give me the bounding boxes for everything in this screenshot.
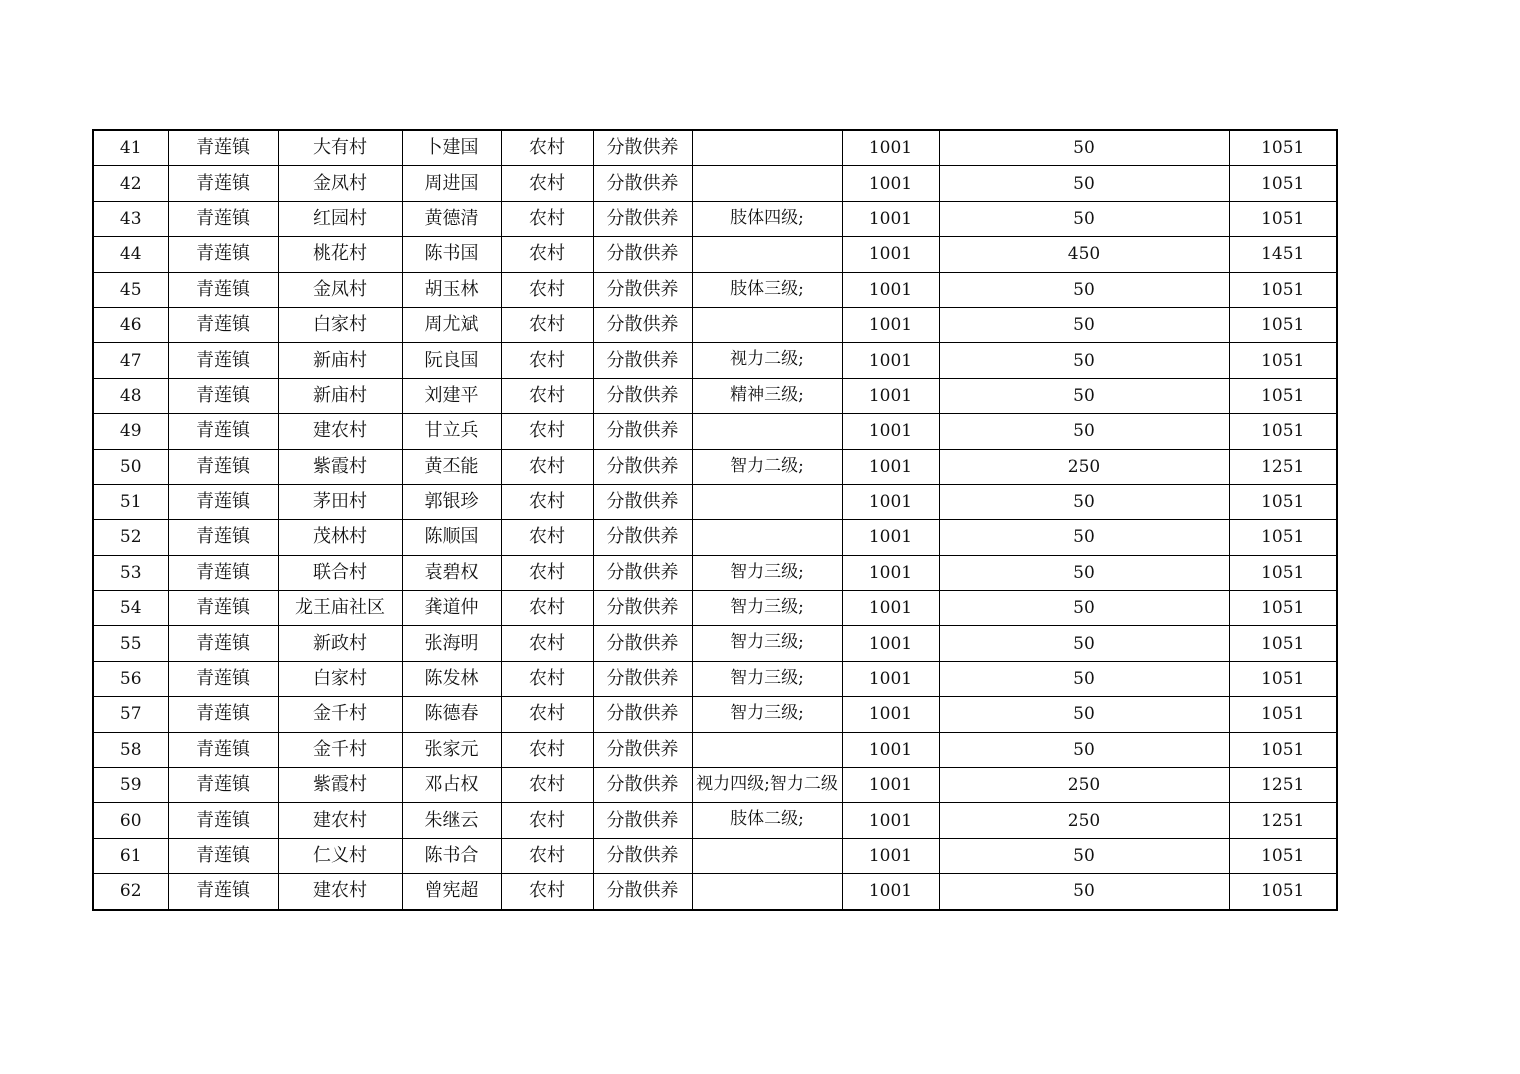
table-row	[93, 697, 1337, 732]
area-type-cell: 农村	[501, 449, 593, 484]
area-type-cell: 农村	[501, 414, 593, 449]
name-cell: 周尤斌	[402, 307, 501, 342]
name-cell: 刘建平	[402, 378, 501, 413]
area-type-cell: 农村	[501, 697, 593, 732]
disability-cell: 肢体三级;	[692, 272, 842, 307]
name-cell: 陈书国	[402, 237, 501, 272]
area-type-cell: 农村	[501, 484, 593, 519]
row-number-cell: 59	[93, 768, 168, 803]
area-type-cell: 农村	[501, 661, 593, 696]
town-cell: 青莲镇	[168, 697, 278, 732]
base-amount-cell: 1001	[842, 307, 939, 342]
town-cell: 青莲镇	[168, 201, 278, 236]
table-row	[93, 201, 1337, 236]
total-amount-cell: 1051	[1229, 661, 1337, 696]
name-cell: 黄德清	[402, 201, 501, 236]
village-cell: 新庙村	[278, 343, 402, 378]
support-type-cell: 分散供养	[593, 732, 692, 767]
total-amount-cell: 1051	[1229, 307, 1337, 342]
total-amount-cell: 1051	[1229, 555, 1337, 590]
extra-amount-cell: 50	[939, 874, 1229, 910]
disability-cell: 智力三级;	[692, 626, 842, 661]
disability-cell	[692, 166, 842, 201]
support-type-cell: 分散供养	[593, 697, 692, 732]
table-row	[93, 661, 1337, 696]
area-type-cell: 农村	[501, 555, 593, 590]
table-body	[93, 130, 1337, 910]
disability-cell: 肢体四级;	[692, 201, 842, 236]
name-cell: 周进国	[402, 166, 501, 201]
table-row	[93, 555, 1337, 590]
extra-amount-cell: 50	[939, 307, 1229, 342]
table-row	[93, 874, 1337, 910]
support-type-cell: 分散供养	[593, 414, 692, 449]
table-row	[93, 591, 1337, 626]
disability-cell	[692, 307, 842, 342]
row-number-cell: 41	[93, 130, 168, 166]
extra-amount-cell: 50	[939, 130, 1229, 166]
area-type-cell: 农村	[501, 166, 593, 201]
name-cell: 阮良国	[402, 343, 501, 378]
area-type-cell: 农村	[501, 520, 593, 555]
row-number-cell: 46	[93, 307, 168, 342]
name-cell: 陈发林	[402, 661, 501, 696]
area-type-cell: 农村	[501, 626, 593, 661]
town-cell: 青莲镇	[168, 484, 278, 519]
name-cell: 邓占权	[402, 768, 501, 803]
disability-cell	[692, 237, 842, 272]
village-cell: 仁义村	[278, 838, 402, 873]
row-number-cell: 55	[93, 626, 168, 661]
name-cell: 陈顺国	[402, 520, 501, 555]
total-amount-cell: 1051	[1229, 838, 1337, 873]
disability-cell: 精神三级;	[692, 378, 842, 413]
disability-cell: 视力二级;	[692, 343, 842, 378]
village-cell: 白家村	[278, 661, 402, 696]
extra-amount-cell: 50	[939, 414, 1229, 449]
disability-cell: 肢体二级;	[692, 803, 842, 838]
disability-cell: 智力三级;	[692, 555, 842, 590]
total-amount-cell: 1051	[1229, 591, 1337, 626]
row-number-cell: 56	[93, 661, 168, 696]
area-type-cell: 农村	[501, 768, 593, 803]
table-row	[93, 414, 1337, 449]
town-cell: 青莲镇	[168, 378, 278, 413]
town-cell: 青莲镇	[168, 555, 278, 590]
row-number-cell: 44	[93, 237, 168, 272]
town-cell: 青莲镇	[168, 838, 278, 873]
support-type-cell: 分散供养	[593, 520, 692, 555]
base-amount-cell: 1001	[842, 803, 939, 838]
support-type-cell: 分散供养	[593, 626, 692, 661]
area-type-cell: 农村	[501, 307, 593, 342]
table-row	[93, 130, 1337, 166]
town-cell: 青莲镇	[168, 166, 278, 201]
total-amount-cell: 1051	[1229, 626, 1337, 661]
area-type-cell: 农村	[501, 838, 593, 873]
table-row	[93, 237, 1337, 272]
name-cell: 张家元	[402, 732, 501, 767]
row-number-cell: 53	[93, 555, 168, 590]
name-cell: 曾宪超	[402, 874, 501, 910]
base-amount-cell: 1001	[842, 237, 939, 272]
town-cell: 青莲镇	[168, 874, 278, 910]
village-cell: 建农村	[278, 874, 402, 910]
total-amount-cell: 1251	[1229, 768, 1337, 803]
total-amount-cell: 1051	[1229, 484, 1337, 519]
row-number-cell: 45	[93, 272, 168, 307]
village-cell: 龙王庙社区	[278, 591, 402, 626]
base-amount-cell: 1001	[842, 697, 939, 732]
name-cell: 甘立兵	[402, 414, 501, 449]
support-type-cell: 分散供养	[593, 343, 692, 378]
row-number-cell: 42	[93, 166, 168, 201]
town-cell: 青莲镇	[168, 237, 278, 272]
row-number-cell: 54	[93, 591, 168, 626]
disability-cell	[692, 520, 842, 555]
extra-amount-cell: 50	[939, 201, 1229, 236]
row-number-cell: 52	[93, 520, 168, 555]
total-amount-cell: 1051	[1229, 874, 1337, 910]
table-row	[93, 272, 1337, 307]
row-number-cell: 50	[93, 449, 168, 484]
support-type-cell: 分散供养	[593, 661, 692, 696]
village-cell: 大有村	[278, 130, 402, 166]
village-cell: 茅田村	[278, 484, 402, 519]
row-number-cell: 49	[93, 414, 168, 449]
table-row	[93, 768, 1337, 803]
village-cell: 紫霞村	[278, 768, 402, 803]
support-type-cell: 分散供养	[593, 166, 692, 201]
base-amount-cell: 1001	[842, 343, 939, 378]
base-amount-cell: 1001	[842, 449, 939, 484]
support-type-cell: 分散供养	[593, 874, 692, 910]
town-cell: 青莲镇	[168, 307, 278, 342]
support-type-cell: 分散供养	[593, 449, 692, 484]
village-cell: 建农村	[278, 414, 402, 449]
base-amount-cell: 1001	[842, 555, 939, 590]
area-type-cell: 农村	[501, 201, 593, 236]
support-type-cell: 分散供养	[593, 838, 692, 873]
area-type-cell: 农村	[501, 874, 593, 910]
table-row	[93, 378, 1337, 413]
area-type-cell: 农村	[501, 272, 593, 307]
village-cell: 建农村	[278, 803, 402, 838]
base-amount-cell: 1001	[842, 838, 939, 873]
row-number-cell: 57	[93, 697, 168, 732]
base-amount-cell: 1001	[842, 130, 939, 166]
town-cell: 青莲镇	[168, 343, 278, 378]
table-row	[93, 732, 1337, 767]
extra-amount-cell: 50	[939, 732, 1229, 767]
village-cell: 茂林村	[278, 520, 402, 555]
total-amount-cell: 1251	[1229, 449, 1337, 484]
support-type-cell: 分散供养	[593, 484, 692, 519]
table-row	[93, 166, 1337, 201]
support-type-cell: 分散供养	[593, 237, 692, 272]
base-amount-cell: 1001	[842, 874, 939, 910]
name-cell: 郭银珍	[402, 484, 501, 519]
extra-amount-cell: 250	[939, 768, 1229, 803]
table-row	[93, 803, 1337, 838]
row-number-cell: 58	[93, 732, 168, 767]
extra-amount-cell: 50	[939, 343, 1229, 378]
total-amount-cell: 1051	[1229, 414, 1337, 449]
disability-cell: 智力三级;	[692, 661, 842, 696]
extra-amount-cell: 50	[939, 661, 1229, 696]
table-row	[93, 484, 1337, 519]
village-cell: 金凤村	[278, 272, 402, 307]
extra-amount-cell: 50	[939, 484, 1229, 519]
town-cell: 青莲镇	[168, 449, 278, 484]
village-cell: 白家村	[278, 307, 402, 342]
base-amount-cell: 1001	[842, 272, 939, 307]
row-number-cell: 48	[93, 378, 168, 413]
total-amount-cell: 1051	[1229, 166, 1337, 201]
name-cell: 朱继云	[402, 803, 501, 838]
extra-amount-cell: 50	[939, 555, 1229, 590]
town-cell: 青莲镇	[168, 803, 278, 838]
name-cell: 龚道仲	[402, 591, 501, 626]
area-type-cell: 农村	[501, 378, 593, 413]
extra-amount-cell: 50	[939, 591, 1229, 626]
total-amount-cell: 1051	[1229, 378, 1337, 413]
base-amount-cell: 1001	[842, 378, 939, 413]
extra-amount-cell: 250	[939, 449, 1229, 484]
base-amount-cell: 1001	[842, 661, 939, 696]
town-cell: 青莲镇	[168, 130, 278, 166]
village-cell: 金凤村	[278, 166, 402, 201]
total-amount-cell: 1051	[1229, 130, 1337, 166]
support-type-cell: 分散供养	[593, 130, 692, 166]
base-amount-cell: 1001	[842, 520, 939, 555]
extra-amount-cell: 50	[939, 378, 1229, 413]
disability-cell	[692, 874, 842, 910]
support-type-cell: 分散供养	[593, 201, 692, 236]
total-amount-cell: 1451	[1229, 237, 1337, 272]
area-type-cell: 农村	[501, 130, 593, 166]
extra-amount-cell: 50	[939, 166, 1229, 201]
support-type-cell: 分散供养	[593, 591, 692, 626]
table-row	[93, 838, 1337, 873]
area-type-cell: 农村	[501, 237, 593, 272]
table-row	[93, 520, 1337, 555]
support-type-cell: 分散供养	[593, 307, 692, 342]
area-type-cell: 农村	[501, 803, 593, 838]
disability-cell	[692, 838, 842, 873]
base-amount-cell: 1001	[842, 166, 939, 201]
area-type-cell: 农村	[501, 732, 593, 767]
disability-cell	[692, 130, 842, 166]
base-amount-cell: 1001	[842, 626, 939, 661]
extra-amount-cell: 50	[939, 838, 1229, 873]
total-amount-cell: 1051	[1229, 343, 1337, 378]
village-cell: 新庙村	[278, 378, 402, 413]
row-number-cell: 51	[93, 484, 168, 519]
village-cell: 红园村	[278, 201, 402, 236]
support-roster-table	[92, 129, 1338, 911]
disability-cell: 智力三级;	[692, 697, 842, 732]
table-row	[93, 343, 1337, 378]
area-type-cell: 农村	[501, 591, 593, 626]
base-amount-cell: 1001	[842, 201, 939, 236]
town-cell: 青莲镇	[168, 732, 278, 767]
village-cell: 联合村	[278, 555, 402, 590]
table-row	[93, 626, 1337, 661]
name-cell: 卜建国	[402, 130, 501, 166]
row-number-cell: 62	[93, 874, 168, 910]
base-amount-cell: 1001	[842, 591, 939, 626]
village-cell: 金千村	[278, 697, 402, 732]
total-amount-cell: 1051	[1229, 201, 1337, 236]
total-amount-cell: 1251	[1229, 803, 1337, 838]
total-amount-cell: 1051	[1229, 697, 1337, 732]
extra-amount-cell: 50	[939, 626, 1229, 661]
name-cell: 张海明	[402, 626, 501, 661]
support-type-cell: 分散供养	[593, 378, 692, 413]
disability-cell	[692, 414, 842, 449]
area-type-cell: 农村	[501, 343, 593, 378]
town-cell: 青莲镇	[168, 661, 278, 696]
extra-amount-cell: 50	[939, 520, 1229, 555]
support-type-cell: 分散供养	[593, 272, 692, 307]
name-cell: 陈德春	[402, 697, 501, 732]
village-cell: 新政村	[278, 626, 402, 661]
base-amount-cell: 1001	[842, 768, 939, 803]
disability-cell: 视力四级;智力二级	[692, 768, 842, 803]
town-cell: 青莲镇	[168, 591, 278, 626]
total-amount-cell: 1051	[1229, 732, 1337, 767]
extra-amount-cell: 50	[939, 272, 1229, 307]
village-cell: 紫霞村	[278, 449, 402, 484]
extra-amount-cell: 450	[939, 237, 1229, 272]
base-amount-cell: 1001	[842, 414, 939, 449]
table-row	[93, 449, 1337, 484]
base-amount-cell: 1001	[842, 732, 939, 767]
row-number-cell: 61	[93, 838, 168, 873]
row-number-cell: 43	[93, 201, 168, 236]
extra-amount-cell: 250	[939, 803, 1229, 838]
support-type-cell: 分散供养	[593, 803, 692, 838]
town-cell: 青莲镇	[168, 520, 278, 555]
village-cell: 桃花村	[278, 237, 402, 272]
village-cell: 金千村	[278, 732, 402, 767]
support-type-cell: 分散供养	[593, 768, 692, 803]
disability-cell: 智力二级;	[692, 449, 842, 484]
row-number-cell: 60	[93, 803, 168, 838]
town-cell: 青莲镇	[168, 272, 278, 307]
name-cell: 黄丕能	[402, 449, 501, 484]
disability-cell	[692, 484, 842, 519]
support-type-cell: 分散供养	[593, 555, 692, 590]
base-amount-cell: 1001	[842, 484, 939, 519]
total-amount-cell: 1051	[1229, 272, 1337, 307]
town-cell: 青莲镇	[168, 414, 278, 449]
name-cell: 胡玉林	[402, 272, 501, 307]
disability-cell: 智力三级;	[692, 591, 842, 626]
town-cell: 青莲镇	[168, 626, 278, 661]
row-number-cell: 47	[93, 343, 168, 378]
name-cell: 袁碧权	[402, 555, 501, 590]
table-row	[93, 307, 1337, 342]
name-cell: 陈书合	[402, 838, 501, 873]
extra-amount-cell: 50	[939, 697, 1229, 732]
disability-cell	[692, 732, 842, 767]
town-cell: 青莲镇	[168, 768, 278, 803]
total-amount-cell: 1051	[1229, 520, 1337, 555]
